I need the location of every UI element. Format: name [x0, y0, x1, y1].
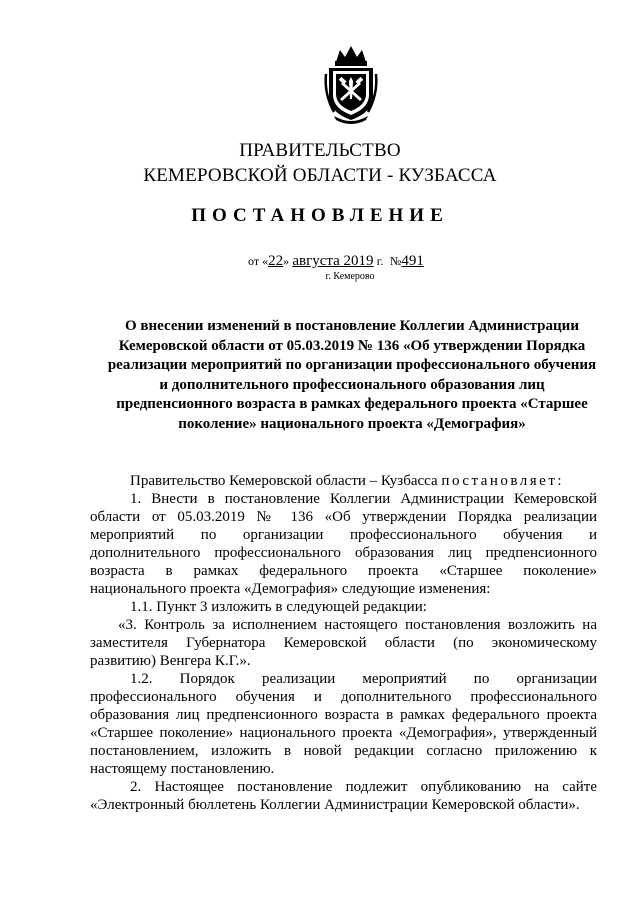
- body-line: заместителя Губернатора Кемеровской области (по экономическому: [90, 635, 597, 651]
- body-line: 1. Внести в постановление Коллегии Администрации Кемеровской: [130, 491, 597, 507]
- government-name-line1: ПРАВИТЕЛЬСТВО: [239, 140, 401, 161]
- number-label: №: [389, 254, 402, 268]
- date-prefix: от «: [248, 254, 269, 268]
- title-line: и дополнительного профессионального образования лиц: [159, 376, 545, 393]
- body-line: дополнительного профессионального образования лиц предпенсионного: [90, 545, 597, 561]
- date-mid: »: [283, 254, 290, 268]
- body-line: развитию) Венгера К.Г.».: [90, 653, 251, 669]
- body-line: мероприятий по организации профессионального обучения и: [90, 527, 597, 543]
- date-month-year: августа 2019: [292, 253, 374, 269]
- intro-line: [90, 472, 597, 490]
- document-number: 491: [401, 253, 424, 269]
- body-line: 1.2. Порядок реализации мероприятий по организации: [130, 671, 597, 687]
- body-line: 2. Настоящее постановление подлежит опубликованию на сайте: [130, 779, 597, 795]
- body-line: возраста в рамках федерального проекта «Старшее поколение»: [90, 563, 597, 579]
- body-line: 1.1. Пункт 3 изложить в следующей редакции:: [130, 599, 427, 615]
- body-line: постановлением, изложить в новой редакции согласно приложению к: [90, 743, 597, 759]
- date-year-suffix: г.: [376, 254, 384, 268]
- body-line: «3. Контроль за исполнением настоящего постановления возложить на: [118, 617, 597, 633]
- body-line: области от 05.03.2019 № 136 «Об утверждении Порядка реализации: [90, 509, 597, 525]
- date-day: 22: [268, 253, 284, 269]
- body-line: «Электронный бюллетень Коллегии Администрации Кемеровской области».: [90, 797, 580, 813]
- kemerovo-coat-of-arms-icon: [322, 44, 380, 128]
- government-name-line2: КЕМЕРОВСКОЙ ОБЛАСТИ - КУЗБАССА: [143, 165, 497, 186]
- document-type-heading: ПОСТАНОВЛЕНИЕ: [191, 205, 449, 226]
- title-line: О внесении изменений в постановление Коллегии Администрации: [125, 318, 579, 334]
- document-title: [92, 317, 612, 434]
- document-body: [90, 472, 597, 814]
- body-line: национального проекта «Демография» следующие изменения:: [90, 581, 491, 597]
- intro-decree-word: постановляет:: [441, 473, 565, 489]
- date-number-line: [248, 253, 424, 270]
- title-line: реализации мероприятий по организации профессионального обучения: [107, 357, 597, 373]
- body-line: профессионального обучения и дополнительного профессионального: [90, 689, 597, 705]
- body-line: «Старшее поколение» национального проекта «Демография», утвержденный: [90, 725, 597, 741]
- title-line: поколение» национального проекта «Демография»: [178, 415, 526, 432]
- title-line: Кемеровской области от 05.03.2019 № 136 «Об утверждении Порядка: [118, 337, 586, 354]
- body-line: образования лиц предпенсионного возраста в рамках федерального проекта: [90, 707, 597, 723]
- city-name: г. Кемерово: [325, 271, 375, 282]
- body-line: настоящему постановлению.: [90, 761, 275, 777]
- intro-text: Правительство Кемеровской области – Кузбасса: [130, 473, 442, 489]
- title-line: предпенсионного возраста в рамках федерального проекта «Старшее: [116, 396, 588, 412]
